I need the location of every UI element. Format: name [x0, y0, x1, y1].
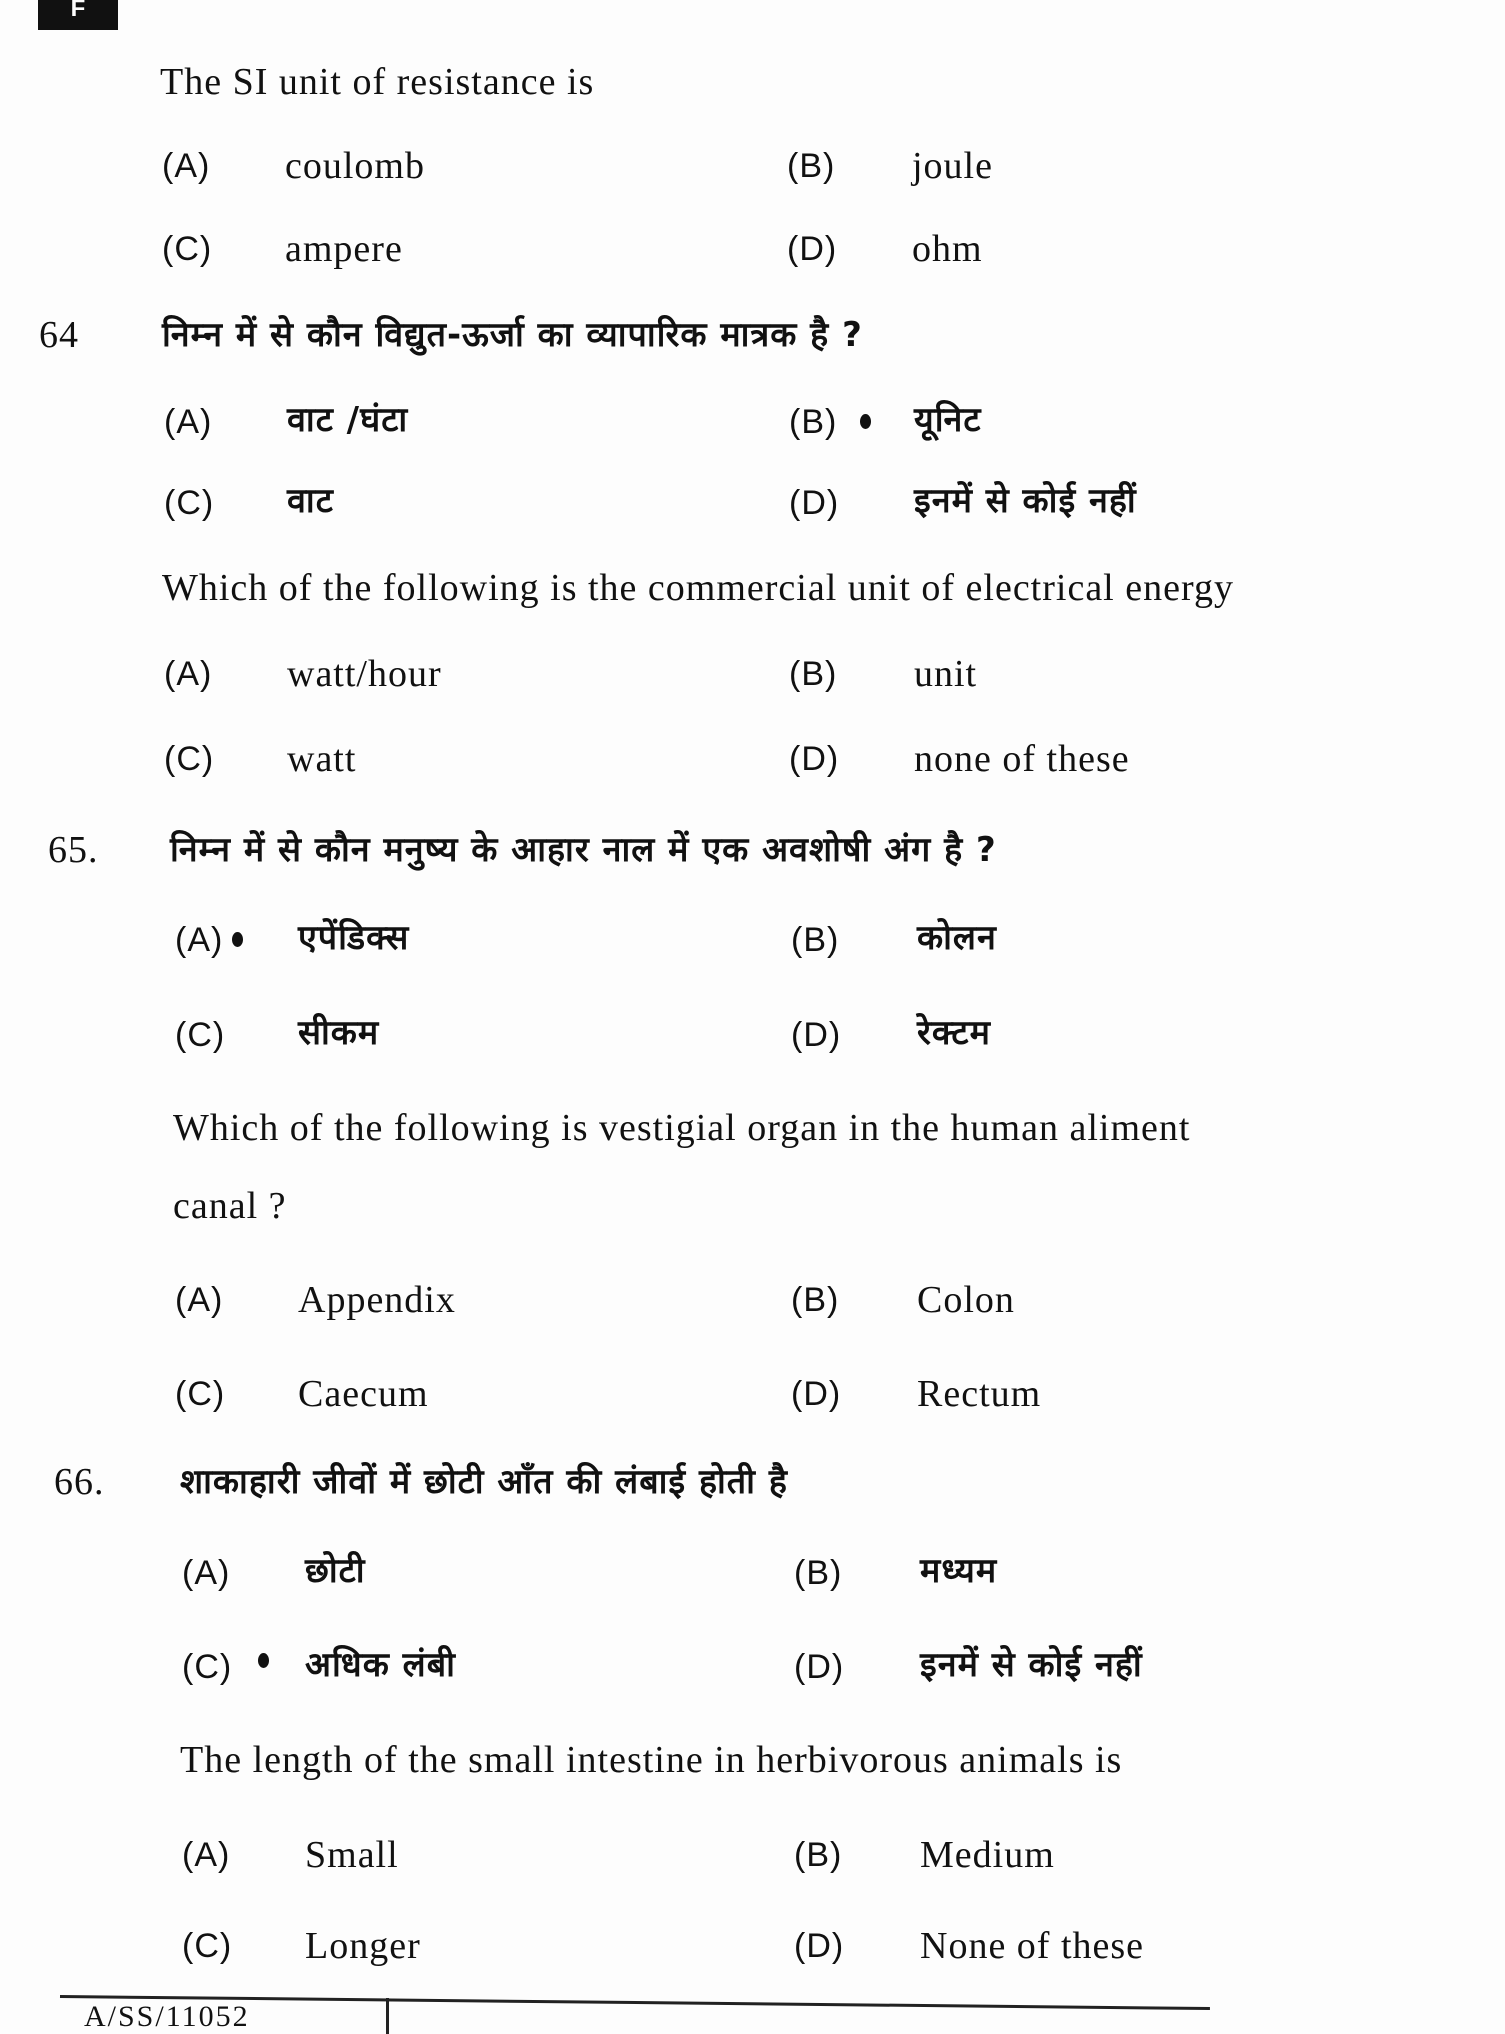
option-label: (B): [794, 1836, 843, 1874]
question-number: 66.: [54, 1461, 105, 1503]
option-label: (D): [791, 1016, 842, 1054]
option-text-english: ampere: [285, 228, 403, 270]
question-stem-english: Which of the following is vestigial organ in the human aliment: [173, 1107, 1191, 1149]
option-text-hindi: यूनिट: [914, 400, 982, 440]
option-label: (D): [789, 484, 840, 522]
option-text-english: Caecum: [298, 1373, 429, 1415]
option-label: (D): [789, 740, 840, 778]
option-text-hindi: इनमें से कोई नहीं: [914, 481, 1137, 521]
option-text-english: None of these: [920, 1925, 1145, 1967]
option-text-hindi: कोलन: [917, 918, 997, 958]
option-text-english: joule: [912, 145, 993, 187]
option-label: (A): [162, 147, 211, 185]
option-text-english: watt: [287, 738, 357, 780]
question-stem-english: The length of the small intestine in herbivorous animals is: [180, 1739, 1123, 1781]
option-label: (A): [175, 1281, 224, 1319]
option-label: (B): [794, 1554, 843, 1592]
option-text-hindi: छोटी: [305, 1551, 366, 1591]
option-label: (A): [175, 921, 224, 959]
option-text-hindi: एपेंडिक्स: [298, 918, 410, 958]
option-label: (C): [162, 230, 213, 268]
answer-mark-icon: [232, 932, 243, 947]
question-stem-hindi: शाकाहारी जीवों में छोटी आँत की लंबाई होती है: [180, 1462, 788, 1502]
question-stem-hindi: निम्न में से कौन मनुष्य के आहार नाल में एक अवशोषी अंग है ?: [170, 830, 997, 870]
option-label: (A): [182, 1554, 231, 1592]
question-stem-english: Which of the following is the commercial unit of electrical energy: [162, 567, 1234, 609]
answer-mark-icon: [258, 1653, 269, 1668]
option-text-english: unit: [914, 653, 978, 695]
option-label: (C): [164, 740, 215, 778]
option-label: (D): [794, 1927, 845, 1965]
option-label: (A): [182, 1836, 231, 1874]
option-text-english: Longer: [305, 1925, 421, 1967]
option-label: (B): [791, 1281, 840, 1319]
question-stem-english: The SI unit of resistance is: [160, 61, 595, 103]
option-label: (A): [164, 655, 213, 693]
option-text-english: Small: [305, 1834, 399, 1876]
answer-mark-icon: [860, 414, 871, 429]
option-text-english: Medium: [920, 1834, 1055, 1876]
footer-box: [60, 1998, 389, 2034]
option-label: (B): [789, 655, 838, 693]
option-label: (C): [175, 1375, 226, 1413]
option-label: (C): [175, 1016, 226, 1054]
option-text-english: coulomb: [285, 145, 425, 187]
question-stem-hindi: निम्न में से कौन विद्युत-ऊर्जा का व्यापारिक मात्रक है ?: [162, 315, 863, 355]
option-label: (D): [794, 1648, 845, 1686]
option-label: (D): [791, 1375, 842, 1413]
question-number: 65.: [48, 829, 99, 871]
option-label: (B): [787, 147, 836, 185]
option-text-hindi: वाट /घंटा: [287, 400, 409, 440]
option-text-english: Rectum: [917, 1373, 1042, 1415]
set-code-badge: [38, 0, 118, 30]
option-label: (B): [791, 921, 840, 959]
option-text-english: Appendix: [298, 1279, 456, 1321]
question-number: 64: [39, 314, 79, 356]
option-text-hindi: इनमें से कोई नहीं: [920, 1645, 1143, 1685]
option-text-hindi: सीकम: [298, 1013, 380, 1053]
option-text-english: ohm: [912, 228, 983, 270]
option-text-hindi: मध्यम: [920, 1551, 998, 1591]
option-text-hindi: रेक्टम: [917, 1013, 991, 1053]
option-label: (D): [787, 230, 838, 268]
option-label: (A): [164, 403, 213, 441]
question-stem-english: canal ?: [173, 1185, 287, 1227]
option-text-hindi: वाट: [287, 481, 334, 521]
option-text-english: Colon: [917, 1279, 1015, 1321]
set-code: F: [70, 0, 86, 22]
option-text-english: watt/hour: [287, 653, 442, 695]
option-label: (B): [789, 403, 838, 441]
option-label: (C): [182, 1648, 233, 1686]
option-label: (C): [164, 484, 215, 522]
option-label: (C): [182, 1927, 233, 1965]
option-text-english: none of these: [914, 738, 1130, 780]
option-text-hindi: अधिक लंबी: [305, 1645, 456, 1685]
paper-code: A/SS/11052: [84, 2000, 250, 2033]
